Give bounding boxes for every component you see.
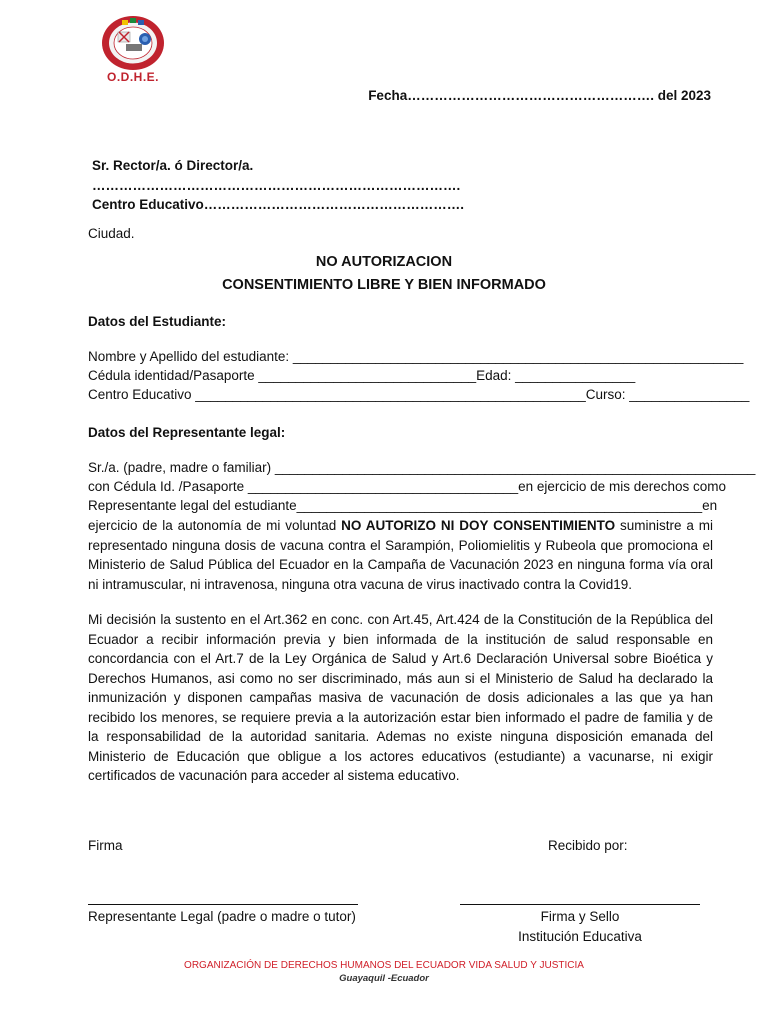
student-id-age-field: Cédula identidad/Pasaporte _____________________________Edad: ________________ <box>88 368 636 383</box>
institution-caption: Institución Educativa <box>518 929 642 944</box>
institution-signature-line <box>460 904 700 905</box>
school-line: Centro Educativo…………………………………………………. <box>92 197 465 212</box>
date-line: Fecha………………………………………………. del 2023 <box>368 88 711 103</box>
representative-heading: Datos del Representante legal: <box>88 425 286 440</box>
footer-organization: ORGANIZACIÓN DE DERECHOS HUMANOS DEL ECUADOR VIDA SALUD Y JUSTICIA <box>184 960 584 971</box>
student-heading: Datos del Estudiante: <box>88 314 227 329</box>
signature-label: Firma <box>88 838 123 853</box>
document-subtitle: CONSENTIMIENTO LIBRE Y BIEN INFORMADO <box>222 277 546 293</box>
legal-basis-paragraph: Mi decisión la sustento en el Art.362 en conc. con Art.45, Art.424 de la Constitución de la República del Ecuador a recibir información previa y bien informada de la institución de salud responsable en concordancia con el Art.7 de la Ley Orgánica de Salud y Art.6 Declaración Universal sobre Bioética y Derechos Humanos, asi como no ser discriminado, más aun si el Ministerio de Salud ha declarado la inmunización y disponen campañas masiva de vacunación de dosis adicionales a las que ya han recibido los menores, se requiere previa a la autorización estar bien informado el padre de familia y de la responsabilidad de la autoridad sanitaria. Ademas no existe ninguna disposición emanada del Ministerio de Educación que obligue a los actores educativos (estudiante) a vacunarse, ni exigir certificados de vacunación para acceder al sistema educativo. <box>88 612 713 783</box>
recipient-name-blank: ………………………………………………………………………. <box>92 178 461 193</box>
received-by-label: Recibido por: <box>548 838 628 853</box>
footer-city: Guayaquil -Ecuador <box>339 973 429 984</box>
odhe-logo-emblem <box>100 14 166 72</box>
representative-name-field: Sr./a. (padre, madre o familiar) ________________________________________________________________ <box>88 460 756 475</box>
logo-caption: O.D.H.E. <box>106 70 159 84</box>
recipient-line: Sr. Rector/a. ó Director/a. <box>92 158 254 173</box>
city-line: Ciudad. <box>88 226 135 241</box>
consent-emphasis: NO AUTORIZO NI DOY CONSENTIMIENTO <box>341 518 616 533</box>
representative-id-field: con Cédula Id. /Pasaporte ____________________________________en ejercicio de mis derechos como <box>88 479 726 494</box>
consent-text-start: ejercicio de la autonomía de mi voluntad <box>88 518 342 533</box>
representative-signature-line <box>88 904 358 905</box>
consent-paragraph <box>88 516 713 594</box>
student-school-course-field: Centro Educativo ____________________________________________________Curso: ________________ <box>88 387 750 402</box>
signature-seal-caption: Firma y Sello <box>540 909 620 924</box>
representative-legal-field: Representante legal del estudiante______________________________________________________en <box>88 498 718 513</box>
representative-caption: Representante Legal (padre o madre o tutor) <box>88 909 356 924</box>
student-name-field: Nombre y Apellido del estudiante: ____________________________________________________________ <box>88 349 744 364</box>
consent-text-end: suministre a mi representado ninguna dosis de vacuna contra el Sarampión, Poliomielitis y Rubeola que promociona el Ministerio de Salud Pública del Ecuador en la Campaña de Vacunación 2023 en ninguna forma vía oral ni intramuscular, ni intravenosa, ninguna otra vacuna de virus inactivado contra la Covid19. <box>88 518 713 592</box>
document-title: NO AUTORIZACION <box>315 254 453 270</box>
